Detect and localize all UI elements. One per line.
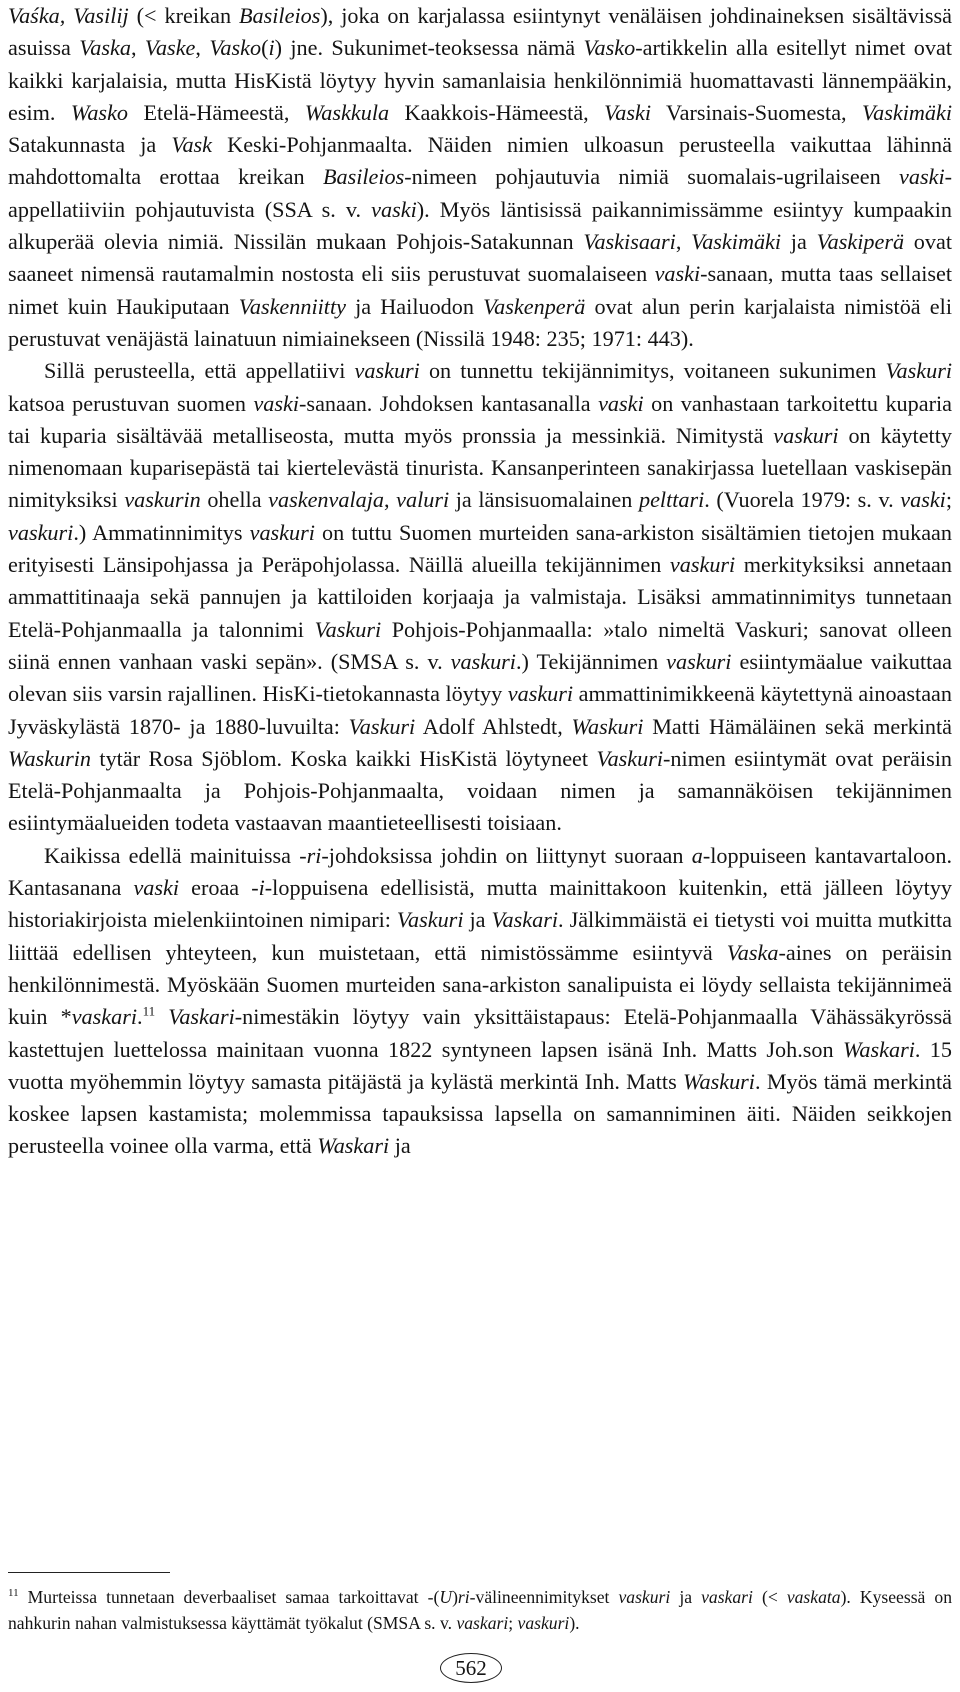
text-segment: Kaakkois-Hämeestä,: [389, 99, 605, 125]
text-segment: on vanhastaan tarkoitettu kuparia tai kuparia sisältävää metalliseosta, mutta myös pronssia ja messinkiä. Nimitystä: [8, 390, 952, 448]
text-segment: .: [137, 1004, 143, 1030]
italic-text-segment: Waskari: [842, 1036, 915, 1062]
italic-text-segment: vaskenvalaja: [268, 487, 384, 513]
text-segment: on tuttu Suomen murteiden sana-arkiston sisältämien tietojen mukaan erityisesti Länsipohjassa ja Peräpohjolassa. Näillä alueilla tekijännimen: [8, 519, 952, 578]
italic-text-segment: vaski: [371, 196, 417, 222]
text-segment: (< kreikan: [128, 3, 239, 28]
text-segment: -nimen esiintymät ovat peräisin Etelä-Pohjanmaalta ja Pohjois-Pohjanmaalta, voidaan nimen ja samannäköisen tekijännimen esiintymäalueiden todeta vastaavan maantieteellisesti toisiaan.: [8, 745, 952, 836]
text-segment: . 15 vuotta myöhemmin löytyy samasta pitäjästä ja kylästä merkintä Inh. Matts: [8, 1036, 952, 1094]
text-segment: Etelä-Hämeestä,: [128, 99, 305, 125]
text-segment: on tunnettu tekijännimitys, voitaneen sukunimen: [419, 358, 886, 384]
italic-text-segment: i: [268, 35, 275, 61]
italic-text-segment: Vaskari: [491, 907, 559, 933]
text-segment: .) Tekijännimen: [515, 648, 667, 674]
italic-text-segment: Basileios: [322, 164, 405, 190]
text-segment: -johdoksissa johdin on liittynyt suoraan: [321, 842, 692, 868]
text-segment: merkityksiksi annetaan ammattitinaaja sekä pannujen ja kattiloiden korjaaja ja valmistaja. Lisäksi ammatinnimitys tunnetaan Etelä-Pohjanmaalla ja talonnimi: [8, 552, 952, 642]
text-segment: -välineennimitykset: [469, 1587, 619, 1607]
italic-text-segment: Vaskuri: [396, 907, 464, 933]
text-segment: ,: [130, 35, 145, 61]
body-paragraph: [8, 0, 952, 355]
text-segment: Pohjois-Pohjanmaalla: »talo nimeltä Vaskuri; sanovat olleen siinä ennen vanhaan vaski sepän». (SMSA s. v.: [8, 616, 952, 674]
italic-text-segment: Vaskenniitty: [238, 293, 346, 319]
text-segment: -nimeen pohjautuvia nimiä suomalais-ugrilaiseen: [404, 164, 900, 190]
italic-text-segment: ri: [457, 1587, 470, 1607]
text-segment: Murteissa tunnetaan deverbaaliset samaa tarkoittavat -(: [18, 1587, 440, 1607]
italic-text-segment: -i: [251, 875, 265, 901]
text-segment: ). Myös läntisissä paikannimissämme esiintyy kumpaakin alkuperää olevia nimiä. Nissilän mukaan Pohjois-Satakunnan: [8, 196, 952, 255]
text-segment: (: [261, 35, 269, 61]
text-segment: -sanaan, mutta taas sellaiset nimet kuin Haukiputaan: [8, 261, 953, 319]
italic-text-segment: Vaskuri: [885, 358, 952, 384]
text-segment: on käytetty nimenomaan kuparisepästä tai kiertelevästä tinurista. Kansanperinteen sanakirjassa luetellaan vaskisepän nimityksiksi: [8, 422, 952, 513]
text-segment: -nimestäkin löytyy vain yksittäistapaus: Etelä-Pohjanmaalla Vähässäkyrössä kastettujen luettelossa mainitaan vuonna 1822 syntyneen lapsen isänä Inh. Matts Joh.son: [8, 1004, 952, 1062]
italic-text-segment: vaskari: [701, 1587, 753, 1607]
footnote: [8, 1584, 952, 1636]
italic-text-segment: Vasko: [583, 35, 636, 61]
italic-text-segment: vaskuri: [450, 648, 516, 674]
italic-text-segment: Basileios: [238, 3, 321, 28]
text-segment: -artikkelin alla esitellyt nimet ovat kaikki karjalaisia, mutta HisKistä löytyy hyvin samanlaisia henkilönnimiä huomattavasti lännempääkin, esim.: [8, 35, 953, 125]
footnote-text: [8, 1587, 952, 1633]
text-segment: ;: [508, 1613, 518, 1633]
italic-text-segment: Vaskenperä: [483, 293, 586, 319]
text-segment: . Jälkimmäistä ei tietysti voi muitta mutkitta liittää edellisen yhteyteen, kun muistetaan, että nimistössämme esiintyvä: [8, 907, 952, 965]
text-segment: Adolf Ahlstedt,: [415, 713, 572, 739]
italic-text-segment: vaskuri: [773, 422, 839, 448]
text-segment: .) Ammatinnimitys: [73, 519, 250, 545]
italic-text-segment: Waskurin: [8, 745, 92, 771]
italic-text-segment: vaskari: [456, 1613, 509, 1633]
italic-text-segment: Vaskuri: [348, 713, 416, 739]
italic-text-segment: vaski: [899, 164, 945, 190]
italic-text-segment: Vask: [171, 132, 213, 158]
italic-text-segment: pelttari: [638, 487, 705, 513]
text-segment: ja: [781, 229, 817, 255]
text-segment: . (Vuorela 1979: s. v.: [704, 487, 901, 513]
text-segment: Varsinais-Suomesta,: [651, 99, 863, 125]
text-segment: . Myös tämä merkintä koskee lapsen kastamista; molemmissa tapauksissa lapsella on samanniminen äiti. Näiden seikkojen perusteella voinee olla varma, että: [8, 1068, 952, 1159]
italic-text-segment: Vaskuri: [314, 616, 382, 642]
italic-text-segment: Vaska: [726, 939, 779, 965]
footnote-number: 11: [8, 1587, 19, 1600]
text-segment: Sillä perusteella, että appellatiivi: [44, 358, 355, 384]
footnote-reference[interactable]: 11: [142, 1003, 156, 1019]
italic-text-segment: Vaskari: [168, 1004, 235, 1030]
text-segment: ). Kyseessä on nahkurin nahan valmistuksessa käyttämät työkalut (SMSA s. v.: [8, 1587, 953, 1633]
body-paragraph: [8, 355, 952, 839]
italic-text-segment: Vaśka, Vasilij: [8, 3, 129, 28]
italic-text-segment: Vaske: [144, 35, 196, 61]
text-segment: ovat saaneet nimensä rautamalmin nostosta eli siis perustuvat suomalaiseen: [8, 229, 953, 287]
text-segment: ja: [389, 1133, 411, 1159]
text-segment: ja länsisuomalainen: [449, 487, 639, 513]
italic-text-segment: Vaskuri: [596, 745, 664, 771]
italic-text-segment: vaskari: [71, 1004, 138, 1030]
text-segment: (<: [752, 1587, 787, 1607]
text-segment: katsoa perustuvan suomen: [8, 390, 254, 416]
italic-text-segment: vaskuri: [666, 648, 732, 674]
text-segment: ammattinimikkeenä käytettynä ainoastaan Jyväskylästä 1870- ja 1880-luvuilta:: [8, 681, 952, 739]
page-body: [8, 0, 952, 1163]
text-segment: Kaikissa edellä mainituissa: [44, 842, 300, 868]
text-segment: ja: [463, 907, 492, 933]
text-segment: ,: [675, 229, 692, 255]
text-segment: -appellatiiviin pohjautuvista (SSA s. v.: [8, 164, 952, 222]
italic-text-segment: Vaskimäki: [862, 99, 952, 125]
italic-text-segment: Waskari: [317, 1133, 390, 1159]
italic-text-segment: vaski: [598, 390, 644, 416]
text-segment: ) jne. Sukunimet-teoksessa nämä: [274, 35, 584, 61]
body-paragraph: [8, 840, 952, 1163]
text-segment: ohella: [200, 487, 269, 513]
text-segment: eroaa: [179, 875, 252, 901]
italic-text-segment: vaskuri: [517, 1613, 570, 1633]
italic-text-segment: Waskuri: [571, 713, 644, 739]
italic-text-segment: Wasko: [70, 99, 129, 125]
text-segment: Satakunnasta ja: [8, 132, 172, 158]
italic-text-segment: vaski: [133, 875, 180, 901]
italic-text-segment: Waskkula: [304, 99, 390, 125]
italic-text-segment: vaskuri: [618, 1587, 671, 1607]
text-segment: -aines on peräisin henkilönnimestä. Myöskään Suomen murteiden sana-arkiston sanalipuista ei löydy sellaista tekijännimeä kuin *: [8, 939, 952, 1030]
text-segment: -loppuiseen kantavartaloon. Kantasanana: [8, 842, 952, 901]
text-segment: ;: [945, 487, 953, 513]
page-number: 562: [440, 1653, 502, 1683]
italic-text-segment: Vaskisaari: [583, 229, 676, 255]
italic-text-segment: Vaskimäki: [691, 229, 782, 255]
italic-text-segment: vaskurin: [124, 487, 201, 513]
text-segment: ).: [569, 1613, 580, 1633]
italic-text-segment: Vaska: [79, 35, 131, 61]
italic-text-segment: vaski: [900, 487, 946, 513]
text-segment: -sanaan. Johdoksen kantasanalla: [299, 390, 599, 416]
text-segment: ovat alun perin karjalaista nimistöä eli perustuvat venäjästä lainatuun nimiainekseen (Nissilä 1948: 235; 1971: 443).: [8, 293, 952, 351]
italic-text-segment: vaskuri: [354, 358, 420, 384]
text-segment: Matti Hämäläinen sekä merkintä: [643, 713, 952, 739]
italic-text-segment: -ri: [299, 842, 322, 868]
italic-text-segment: U: [439, 1587, 453, 1607]
italic-text-segment: Vaskiperä: [816, 229, 905, 255]
italic-text-segment: vaskuri: [507, 681, 574, 707]
text-segment: esiintymäalue vaikuttaa olevan siis varsin rajallinen. HisKi-tietokannasta löytyy: [8, 648, 952, 707]
italic-text-segment: Vasko: [209, 35, 262, 61]
footnote-rule: [8, 1572, 170, 1573]
text-segment: ,: [195, 35, 210, 61]
text-segment: ): [452, 1587, 458, 1607]
text-segment: [155, 1004, 168, 1029]
italic-text-segment: vaskuri: [249, 519, 315, 545]
italic-text-segment: vaski: [253, 390, 300, 416]
italic-text-segment: a: [691, 842, 703, 868]
text-segment: tytär Rosa Sjöblom. Koska kaikki HisKistä löytyneet: [91, 745, 597, 771]
text-segment: ja Hailuodon: [345, 293, 484, 319]
text-segment: Keski-Pohjanmaalta. Näiden nimien ulkoasun perusteella vaikuttaa lähinnä mahdottomalta erottaa kreikan: [8, 132, 952, 190]
italic-text-segment: vaskuri: [8, 519, 74, 545]
italic-text-segment: Waskuri: [683, 1068, 755, 1094]
text-segment: -loppuisena edellisistä, mutta mainittakoon kuitenkin, että jälleen löytyy historiakirjoista mielenkiintoinen nimipari:: [8, 875, 953, 933]
text-segment: ,: [383, 487, 397, 513]
italic-text-segment: vaski: [654, 261, 701, 287]
italic-text-segment: Vaski: [604, 99, 652, 125]
text-segment: ), joka on karjalassa esiintynyt venäläisen johdinaineksen sisältävissä asuissa: [8, 3, 953, 61]
italic-text-segment: vaskata: [786, 1587, 841, 1607]
italic-text-segment: vaskuri: [669, 552, 736, 578]
text-segment: ja: [670, 1587, 702, 1607]
italic-text-segment: valuri: [396, 487, 450, 513]
